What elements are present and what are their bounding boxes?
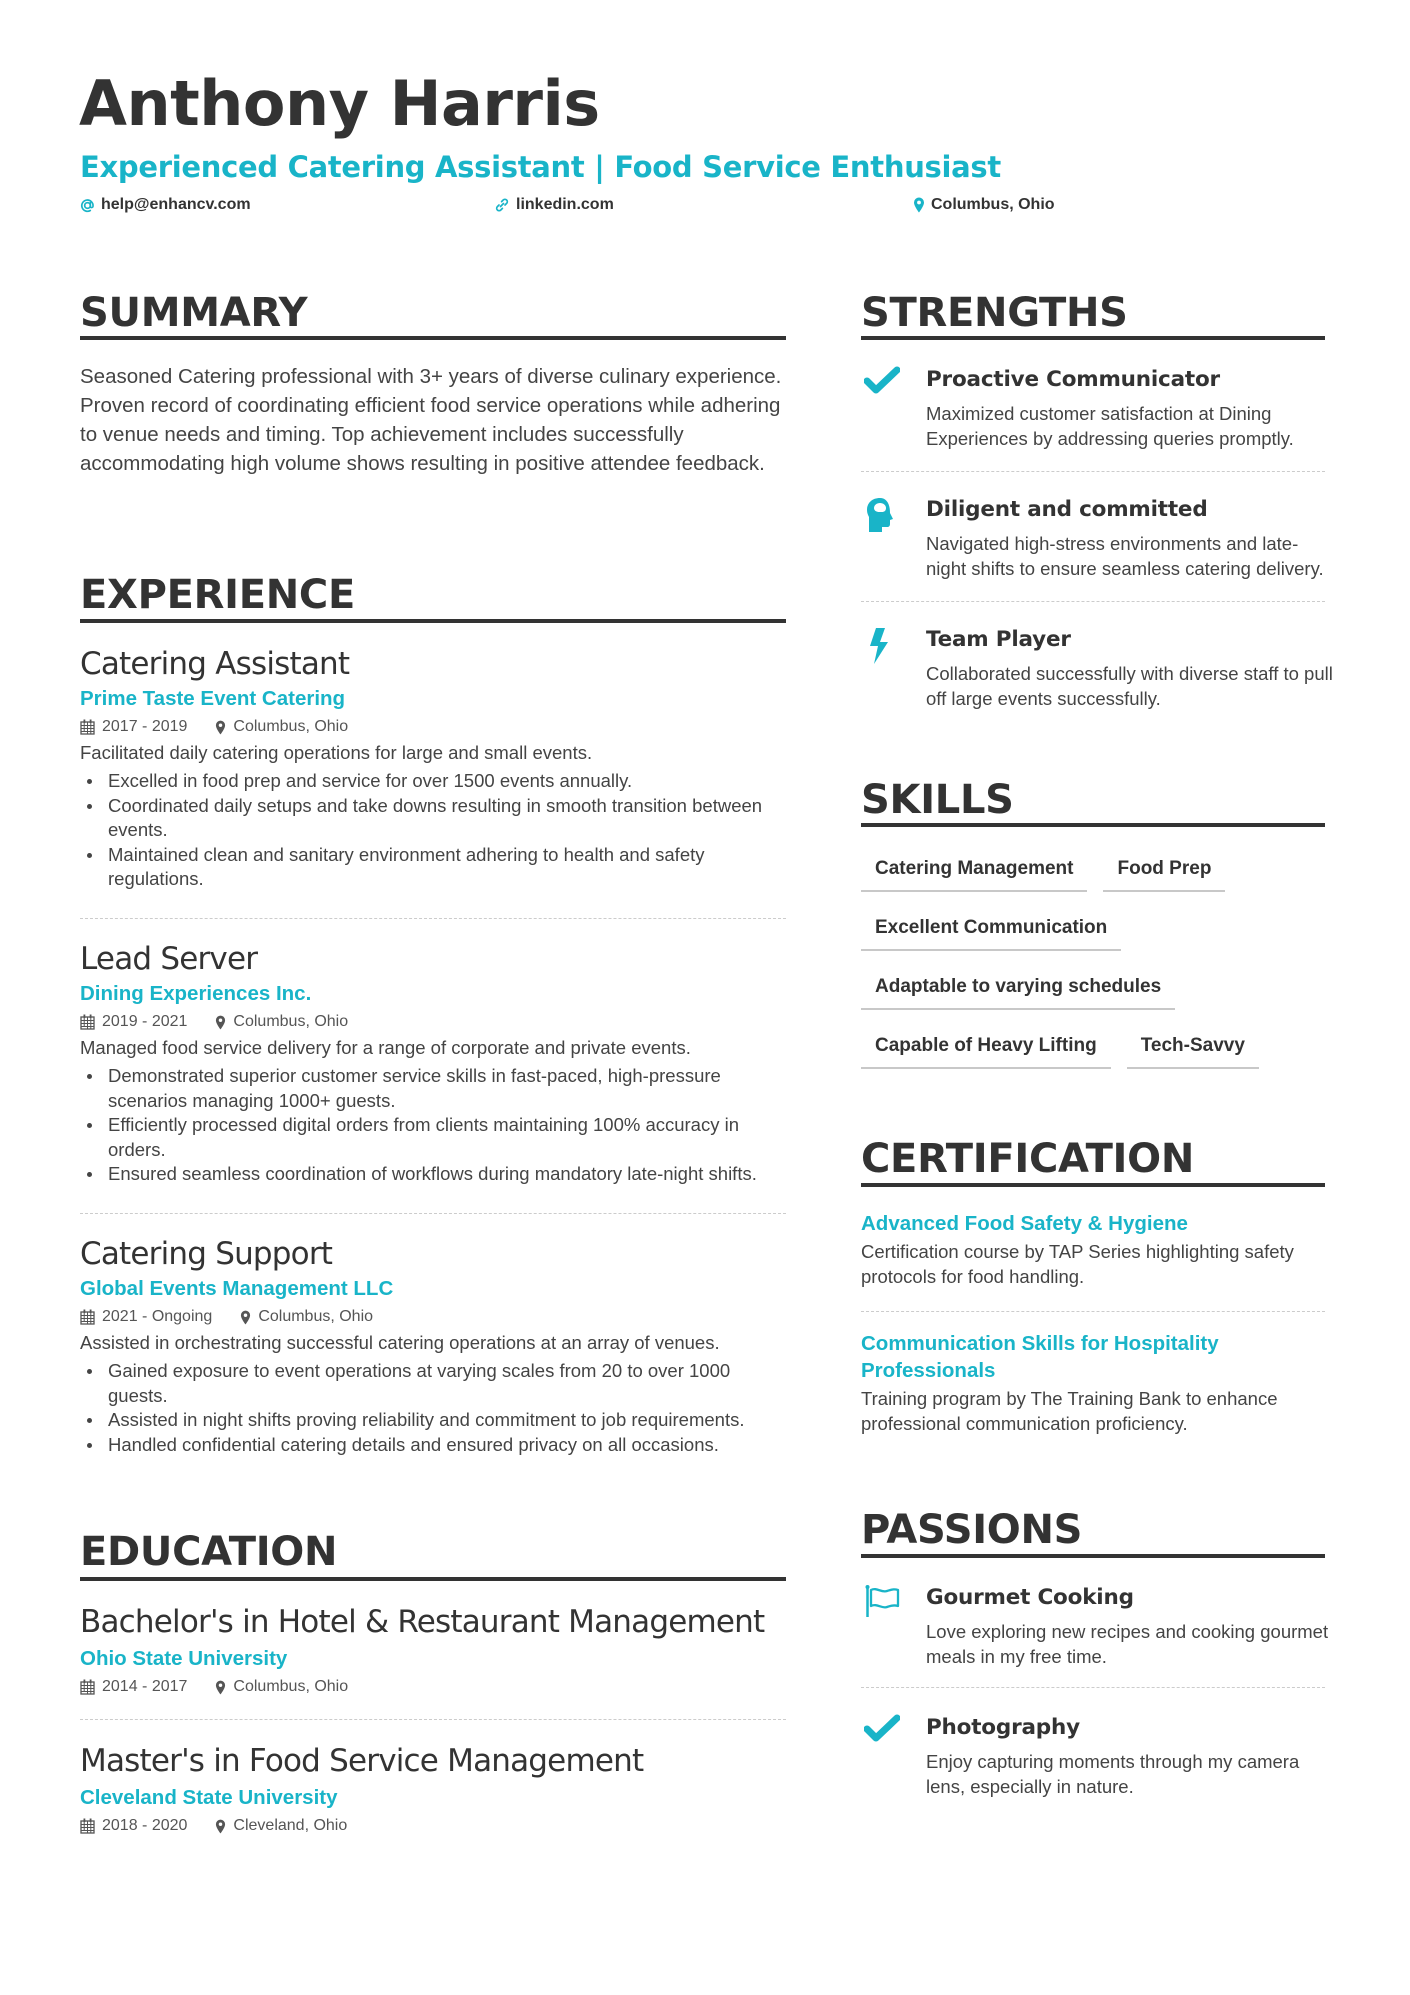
bullet-item: Assisted in night shifts proving reliability and commitment to job requirements. <box>80 1408 786 1433</box>
candidate-title: Experienced Catering Assistant | Food Service Enthusiast <box>80 150 1001 184</box>
item-divider <box>861 1311 1325 1312</box>
calendar-icon <box>80 719 95 735</box>
experience-entry <box>80 939 786 1187</box>
entry-divider <box>80 918 786 919</box>
education-meta <box>80 1674 786 1700</box>
strength-description: Navigated high-stress environments and late-night shifts to ensure seamless catering delivery. <box>926 533 1324 579</box>
certification-rule <box>861 1183 1325 1187</box>
item-divider <box>861 601 1325 602</box>
contact-location-text: Columbus, Ohio <box>931 196 1055 213</box>
education-heading: EDUCATION <box>80 1529 338 1575</box>
job-location: Columbus, Ohio <box>258 1308 374 1325</box>
education-meta <box>80 1813 786 1839</box>
certification-description: Certification course by TAP Series highlighting safety protocols for food handling. <box>861 1241 1294 1287</box>
passions-heading: PASSIONS <box>861 1507 1083 1553</box>
skill-row <box>861 911 1137 951</box>
education-dates: 2014 - 2017 <box>102 1678 188 1695</box>
education-dates: 2018 - 2020 <box>102 1817 188 1834</box>
education-location: Columbus, Ohio <box>233 1678 349 1695</box>
job-dates: 2017 - 2019 <box>102 718 188 735</box>
contact-email[interactable] <box>80 194 251 216</box>
company-name: Prime Taste Event Catering <box>80 687 346 710</box>
link-icon <box>494 197 510 213</box>
degree-title: Master's in Food Service Management <box>80 1743 644 1779</box>
map-pin-icon <box>215 1819 226 1834</box>
at-icon <box>80 198 95 213</box>
school-name: Cleveland State University <box>80 1786 338 1809</box>
education-entry <box>80 1741 786 1839</box>
entry-divider <box>80 1719 786 1720</box>
passion-title: Photography <box>926 1715 1080 1740</box>
education-location: Cleveland, Ohio <box>233 1817 348 1834</box>
bullet-item: Maintained clean and sanitary environment adhering to health and safety regulations. <box>80 843 786 892</box>
strength-title: Proactive Communicator <box>926 367 1220 392</box>
contact-linkedin-text: linkedin.com <box>516 196 614 213</box>
map-pin-icon <box>215 1015 226 1030</box>
bullet-item: Demonstrated superior customer service skills in fast-paced, high-pressure scenarios managing 1000+ guests. <box>80 1064 786 1113</box>
contact-linkedin[interactable] <box>494 194 614 216</box>
passion-title: Gourmet Cooking <box>926 1585 1134 1610</box>
map-pin-icon <box>913 197 925 213</box>
skill-tag: Catering Management <box>861 852 1087 892</box>
skill-tag: Tech-Savvy <box>1127 1029 1259 1069</box>
passion-description: Love exploring new recipes and cooking gourmet meals in my free time. <box>926 1621 1329 1667</box>
lightning-bolt-icon <box>864 626 904 662</box>
skill-row <box>861 1029 1275 1069</box>
strength-description: Maximized customer satisfaction at Dining Experiences by addressing queries promptly. <box>926 403 1294 449</box>
item-divider <box>861 471 1325 472</box>
map-pin-icon <box>215 1680 226 1695</box>
contact-email-text: help@enhancv.com <box>101 196 251 213</box>
strength-title: Diligent and committed <box>926 497 1208 522</box>
job-description: Managed food service delivery for a range of corporate and private events. <box>80 1037 691 1058</box>
bullet-item: Efficiently processed digital orders from clients maintaining 100% accuracy in orders. <box>80 1113 786 1162</box>
passion-description: Enjoy capturing moments through my camera lens, especially in nature. <box>926 1751 1300 1797</box>
checkmark-icon <box>864 1714 904 1750</box>
job-bullets <box>80 1064 786 1187</box>
job-title: Catering Assistant <box>80 646 350 682</box>
skill-row <box>861 852 1241 892</box>
checkmark-icon <box>864 366 904 402</box>
skill-tag: Adaptable to varying schedules <box>861 970 1175 1010</box>
calendar-icon <box>80 1818 95 1834</box>
summary-rule <box>80 336 786 340</box>
bullet-item: Coordinated daily setups and take downs resulting in smooth transition between events. <box>80 794 786 843</box>
strength-description: Collaborated successfully with diverse staff to pull off large events successfully. <box>926 663 1333 709</box>
certification-title: Advanced Food Safety & Hygiene <box>861 1212 1188 1235</box>
job-title: Catering Support <box>80 1236 333 1272</box>
job-dates: 2021 - Ongoing <box>102 1308 213 1325</box>
experience-heading: EXPERIENCE <box>80 572 355 618</box>
skill-tag: Food Prep <box>1103 852 1225 892</box>
summary-heading: SUMMARY <box>80 290 308 336</box>
certification-item <box>861 1210 1331 1289</box>
map-pin-icon <box>240 1310 251 1325</box>
job-title: Lead Server <box>80 941 258 977</box>
bullet-item: Gained exposure to event operations at varying scales from 20 to over 1000 guests. <box>80 1359 786 1408</box>
skills-heading: SKILLS <box>861 777 1014 823</box>
job-description: Facilitated daily catering operations for large and small events. <box>80 742 593 763</box>
bullet-item: Ensured seamless coordination of workflows during mandatory late-night shifts. <box>80 1162 786 1187</box>
experience-entry <box>80 1234 786 1457</box>
skill-tag: Capable of Heavy Lifting <box>861 1029 1111 1069</box>
candidate-name: Anthony Harris <box>79 67 600 140</box>
bullet-item: Excelled in food prep and service for over 1500 events annually. <box>80 769 786 794</box>
certification-title: Communication Skills for Hospitality Professionals <box>861 1332 1219 1382</box>
school-name: Ohio State University <box>80 1647 288 1670</box>
strengths-rule <box>861 336 1325 340</box>
job-bullets <box>80 1359 786 1457</box>
experience-rule <box>80 619 786 623</box>
job-dates: 2019 - 2021 <box>102 1013 188 1030</box>
strengths-heading: STRENGTHS <box>861 290 1128 336</box>
company-name: Dining Experiences Inc. <box>80 982 312 1005</box>
company-name: Global Events Management LLC <box>80 1277 394 1300</box>
job-description: Assisted in orchestrating successful catering operations at an array of venues. <box>80 1332 720 1353</box>
bullet-item: Handled confidential catering details and ensured privacy on all occasions. <box>80 1433 786 1458</box>
contact-location <box>913 194 1055 216</box>
certification-heading: CERTIFICATION <box>861 1136 1195 1182</box>
job-bullets <box>80 769 786 892</box>
degree-title: Bachelor's in Hotel & Restaurant Management <box>80 1604 765 1640</box>
job-meta <box>80 1304 786 1330</box>
summary-text: Seasoned Catering professional with 3+ years of diverse culinary experience. Proven record of coordinating efficient food service operations while adhering to venue needs and timing. Top achievement includes successfully accommodating high volume shows resulting in positive attendee feedback. <box>80 365 782 475</box>
calendar-icon <box>80 1014 95 1030</box>
item-divider <box>861 1687 1325 1688</box>
skill-row <box>861 970 1191 1010</box>
education-entry <box>80 1602 786 1700</box>
job-meta <box>80 1009 786 1035</box>
job-location: Columbus, Ohio <box>233 1013 349 1030</box>
entry-divider <box>80 1213 786 1214</box>
strength-title: Team Player <box>926 627 1071 652</box>
map-pin-icon <box>215 720 226 735</box>
calendar-icon <box>80 1679 95 1695</box>
experience-entry <box>80 644 786 892</box>
job-location: Columbus, Ohio <box>233 718 349 735</box>
job-meta <box>80 714 786 740</box>
brain-head-icon <box>864 496 904 532</box>
certification-item <box>861 1330 1331 1436</box>
flag-icon <box>864 1584 904 1620</box>
certification-description: Training program by The Training Bank to enhance professional communication proficiency. <box>861 1388 1278 1434</box>
skill-tag: Excellent Communication <box>861 911 1121 951</box>
calendar-icon <box>80 1309 95 1325</box>
education-rule <box>80 1577 786 1581</box>
passions-rule <box>861 1554 1325 1558</box>
skills-rule <box>861 823 1325 827</box>
